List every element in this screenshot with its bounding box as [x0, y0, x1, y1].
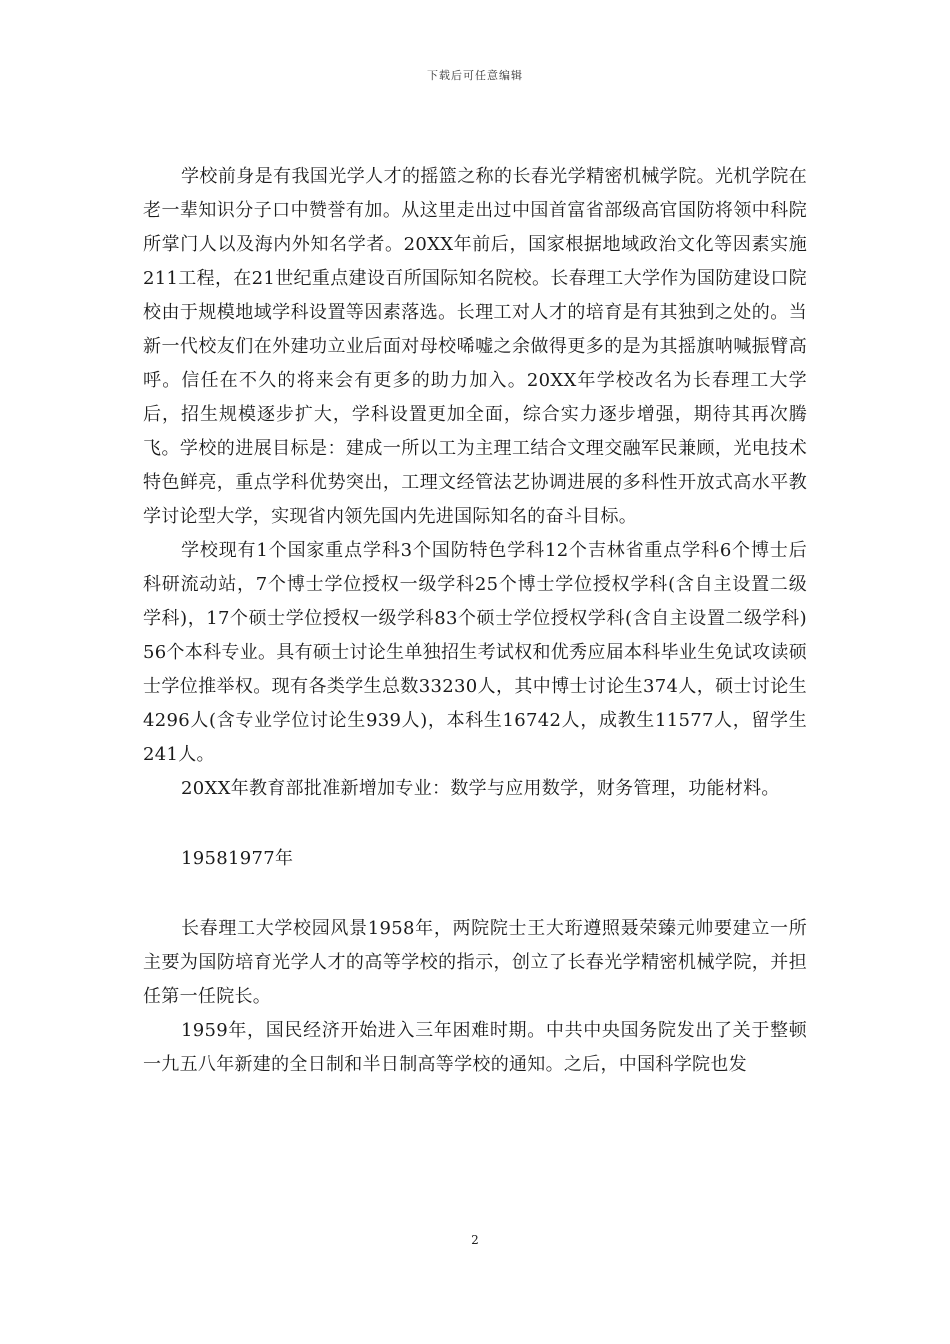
page-header-note: 下载后可任意编辑	[427, 69, 523, 82]
page-number: 2	[471, 1233, 479, 1247]
section-year-range: 19581977年	[181, 848, 294, 869]
paragraph-1959: 1959年，国民经济开始进入三年困难时期。中共中央国务院发出了关于整顿一九五八年新建的全日制和半日制高等学校的通知。之后，中国科学院也发	[143, 1020, 807, 1075]
document-body	[143, 160, 807, 1082]
paragraph-school-history: 学校前身是有我国光学人才的摇篮之称的长春光学精密机械学院。光机学院在老一辈知识分子口中赞誉有加。从这里走出过中国首富省部级高官国防将领中科院所掌门人以及海内外知名学者。20XX年前后，国家根据地域政治文化等因素实施211工程，在21世纪重点建设百所国际知名院校。长春理工大学作为国防建设口院校由于规模地域学科设置等因素落选。长理工对人才的培育是有其独到之处的。当新一代校友们在外建功立业后面对母校唏嘘之余做得更多的是为其摇旗呐喊振臂高呼。信任在不久的将来会有更多的助力加入。20XX年学校改名为长春理工大学后，招生规模逐步扩大，学科设置更加全面，综合实力逐步增强，期待其再次腾飞。学校的进展目标是：建成一所以工为主理工结合文理交融军民兼顾，光电技术特色鲜亮，重点学科优势突出，工理文经管法艺协调进展的多科性开放式高水平教学讨论型大学，实现省内领先国内先进国际知名的奋斗目标。	[143, 166, 807, 527]
paragraph-founding: 长春理工大学校园风景1958年，两院院士王大珩遵照聂荣臻元帅要建立一所主要为国防培育光学人才的高等学校的指示，创立了长春光学精密机械学院，并担任第一任院长。	[143, 918, 807, 1007]
paragraph-new-majors: 20XX年教育部批准新增加专业：数学与应用数学，财务管理，功能材料。	[181, 778, 780, 799]
paragraph-disciplines: 学校现有1个国家重点学科3个国防特色学科12个吉林省重点学科6个博士后科研流动站，7个博士学位授权一级学科25个博士学位授权学科(含自主设置二级学科)，17个硕士学位授权一级学科83个硕士学位授权学科(含自主设置二级学科)56个本科专业。具有硕士讨论生单独招生考试权和优秀应届本科毕业生免试攻读硕士学位推举权。现有各类学生总数33230人，其中博士讨论生374人，硕士讨论生4296人(含专业学位讨论生939人)，本科生16742人，成教生11577人，留学生241人。	[143, 540, 808, 765]
